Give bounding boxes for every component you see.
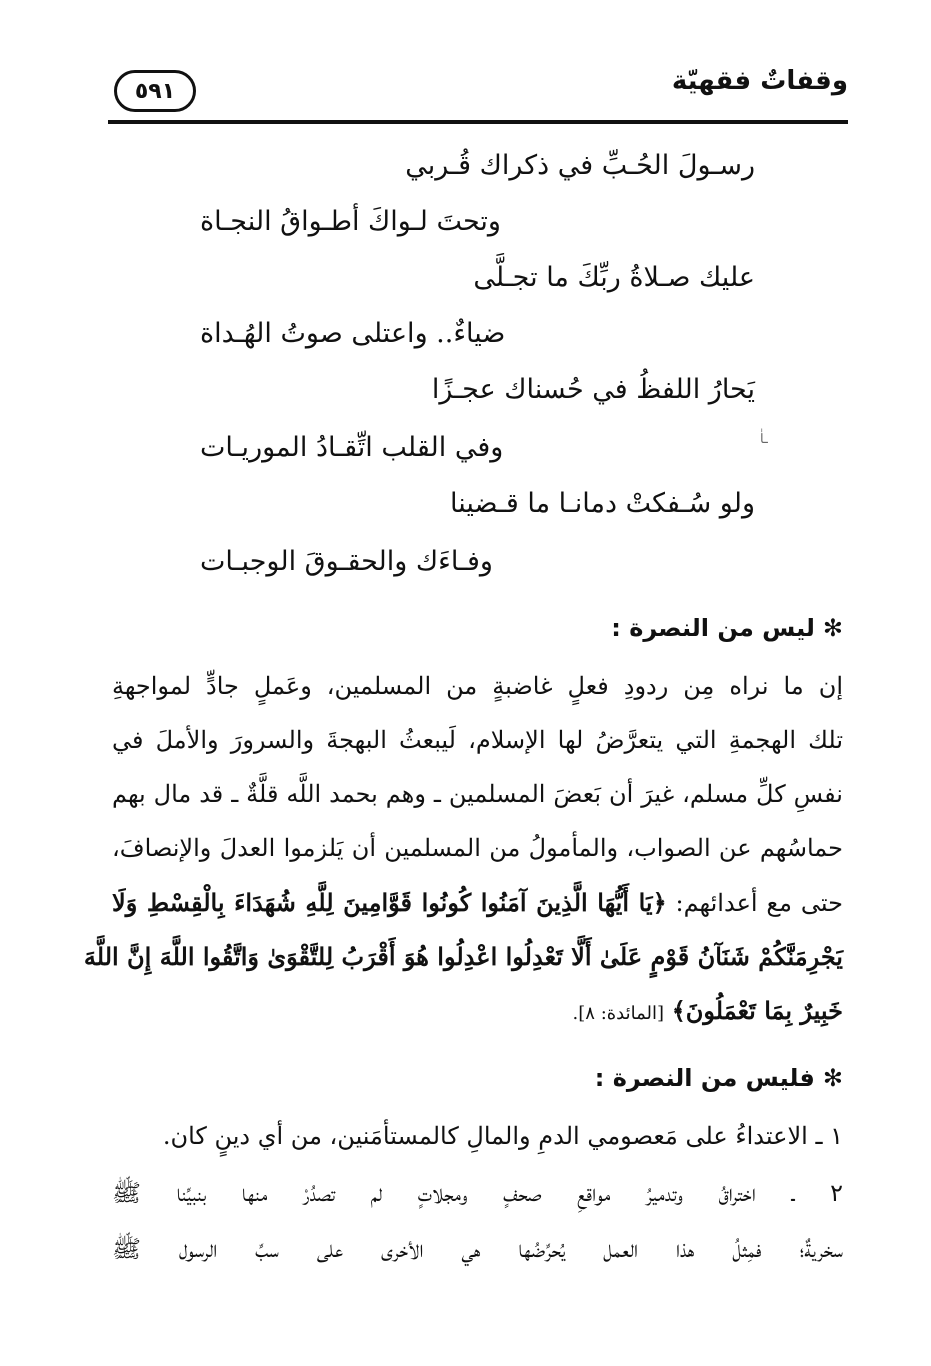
list-item-2: ٢ ـ اختراقُ وتدميرُ مواقعِ صحفٍ ومجلاتٍ لم تصدُرْ منها بنبيِّنا ﷺ — [112, 1179, 843, 1207]
poem-verse-3: عليك صـلاةُ ربِّكَ ما تجـلَّى — [473, 262, 755, 293]
poem-verse-1: رسـولَ الحُـبِّ في ذكراك قُـربي — [405, 150, 755, 181]
page-header — [108, 58, 848, 126]
bullet-icon: ✻ — [822, 1064, 843, 1092]
poem-verse-4: ضياءٌ.. واعتلى صوتُ الهُـداة — [200, 318, 506, 349]
section-heading-2 — [595, 1064, 843, 1092]
section-heading-2-text: فليس من النصرة : — [594, 1064, 815, 1092]
margin-note: ـاٰ — [760, 432, 768, 447]
header-rule — [108, 120, 848, 124]
paragraph-line: إن ما نراه مِن ردودِ فعلٍ غاضبةٍ من المسلمين، وعَملٍ جادٍّ لمواجهةِ — [112, 672, 843, 700]
running-title: وقفاتٌ فقهيّة — [671, 66, 848, 96]
page-number: ٥٩١ — [114, 70, 196, 112]
poem-verse-6: وفي القلب اتِّقـادُ الموريـات — [200, 432, 504, 463]
list-item-2-continued: سخريةٌ؛ فمِثلُ هذا العمل يُحرِّضُها هي الأخرى على سبِّ الرسول ﷺ — [112, 1235, 843, 1263]
paragraph-line: تلك الهجمةِ التي يتعرَّضُ لها الإسلام، لَيبعثُ البهجةَ والسرورَ والأملَ في — [112, 726, 843, 754]
poem-verse-7: ولو سُـفكتْ دمانـا ما قـضينا — [450, 488, 755, 519]
poem-verse-5: يَحارُ اللفظُ في حُسناك عجـزًا — [431, 374, 755, 405]
paragraph-line-quran-start — [112, 888, 843, 917]
section-heading-1-text: ليس من النصرة : — [611, 614, 815, 642]
quran-reference: [المائدة: ٨]. — [572, 1003, 665, 1024]
quran-intro: حتى مع أعدائهم: — [675, 889, 843, 917]
quran-verse-end — [112, 996, 843, 1025]
paragraph-line: حماسُهم عن الصواب، والمأمولُ من المسلمين أن يَلزموا العدلَ والإنصافَ، — [112, 834, 843, 862]
quran-verse-part-3: خَبِيرٌ بِمَا تَعْمَلُونَ﴾ — [671, 996, 843, 1025]
quran-verse-part-1: ﴿يَا أَيُّهَا الَّذِينَ آمَنُوا كُونُوا قَوَّامِينَ لِلَّهِ شُهَدَاءَ بِالْقِسْطِ وَلَا — [112, 888, 667, 917]
poem-verse-2: وتحتَ لـواكَ أطـواقُ النجـاة — [200, 206, 501, 237]
section-heading-1 — [611, 614, 843, 642]
poem-verse-8: وفـاءَك والحقـوقَ الوجبـات — [200, 546, 493, 577]
list-item-1: ١ ـ الاعتداءُ على مَعصومي الدمِ والمالِ كالمستأمَنين، من أي دينٍ كان. — [162, 1122, 843, 1150]
quran-verse-part-2: يَجْرِمَنَّكُمْ شَنَآنُ قَوْمٍ عَلَىٰ أَلَّا تَعْدِلُوا اعْدِلُوا هُوَ أَقْرَبُ لِلتَّقْوَىٰ وَاتَّقُوا اللَّهَ إِنَّ اللَّهَ — [83, 942, 843, 971]
bullet-icon: ✻ — [822, 614, 843, 642]
paragraph-line: نفسِ كلِّ مسلم، غيرَ أن بَعضَ المسلمين ـ وهم بحمد اللَّه قلَّةٌ ـ قد مال بهم — [112, 780, 843, 808]
